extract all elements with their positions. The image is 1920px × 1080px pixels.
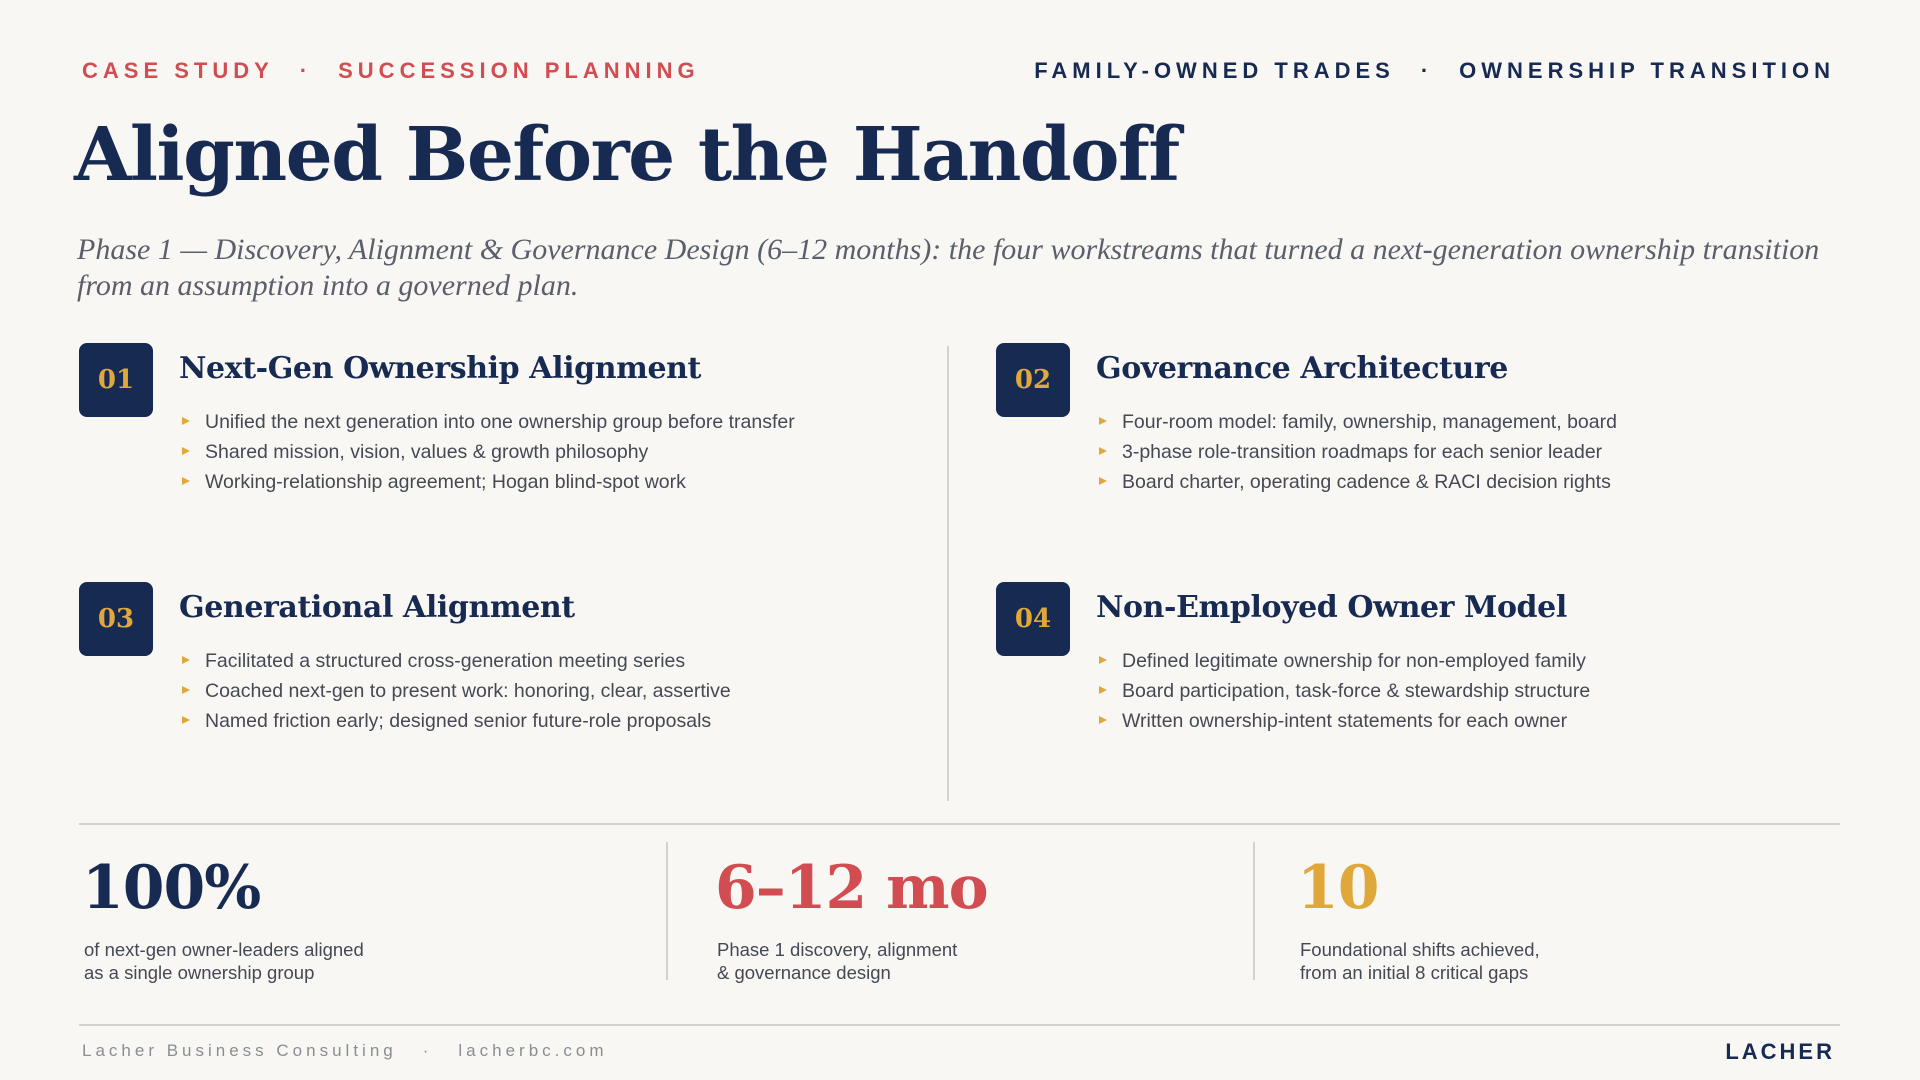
- workstream-list: [179, 407, 795, 497]
- kicker-ownership-transition: OWNERSHIP TRANSITION: [1459, 58, 1835, 83]
- list-item: [1096, 706, 1590, 736]
- list-item-text: Board charter, operating cadence & RACI decision rights: [1122, 471, 1611, 493]
- bullet-triangle-icon: [1099, 477, 1107, 485]
- footer-brand-logo: LACHER: [1725, 1039, 1835, 1064]
- list-item-text: Coached next-gen to present work: honoring, clear, assertive: [205, 680, 731, 702]
- list-item: [1096, 676, 1590, 706]
- workstream-card: [79, 582, 879, 782]
- stat-desc-line: Foundational shifts achieved,: [1300, 939, 1540, 960]
- stat-desc-line: Phase 1 discovery, alignment: [717, 939, 958, 960]
- stat-desc-duration: [717, 938, 1077, 984]
- bullet-triangle-icon: [182, 716, 190, 724]
- stat-value-duration: 6–12 mo: [715, 853, 988, 923]
- footer-website-link[interactable]: lacherbc.com: [458, 1041, 608, 1060]
- stat-desc-aligned: [84, 938, 444, 984]
- list-item-text: Named friction early; designed senior future-role proposals: [205, 710, 712, 732]
- bullet-triangle-icon: [1099, 656, 1107, 664]
- stats-divider: [79, 823, 1840, 825]
- stat-value-shifts: 10: [1297, 853, 1379, 923]
- workstream-title: Generational Alignment: [179, 590, 575, 625]
- stat-desc-line: from an initial 8 critical gaps: [1300, 962, 1529, 983]
- list-item: [1096, 407, 1617, 437]
- stat-value-aligned: 100%: [82, 853, 261, 923]
- list-item-text: Defined legitimate ownership for non-employed family: [1122, 650, 1586, 672]
- kicker-family-owned-trades: FAMILY-OWNED TRADES: [1034, 58, 1395, 83]
- footer-company: Lacher Business Consulting: [82, 1041, 397, 1060]
- list-item-text: Working-relationship agreement; Hogan blind-spot work: [205, 471, 686, 493]
- workstream-number-badge: 02: [996, 343, 1070, 417]
- bullet-triangle-icon: [182, 447, 190, 455]
- stat-desc-shifts: [1300, 938, 1660, 984]
- bullet-triangle-icon: [182, 656, 190, 664]
- workstream-number-badge: 01: [79, 343, 153, 417]
- list-item: [179, 467, 795, 497]
- kicker-left: [82, 58, 700, 84]
- bullet-triangle-icon: [182, 477, 190, 485]
- kicker-case-study: CASE STUDY: [82, 58, 274, 83]
- list-item: [179, 407, 795, 437]
- stat-desc-line: of next-gen owner-leaders aligned: [84, 939, 364, 960]
- list-item-text: Shared mission, vision, values & growth philosophy: [205, 441, 649, 463]
- stat-separator: [666, 842, 668, 980]
- workstream-number-badge: 04: [996, 582, 1070, 656]
- workstream-title: Non-Employed Owner Model: [1096, 590, 1567, 625]
- list-item: [1096, 467, 1617, 497]
- footer-divider: [79, 1024, 1840, 1026]
- stat-desc-line: & governance design: [717, 962, 891, 983]
- kicker-succession-planning: SUCCESSION PLANNING: [338, 58, 700, 83]
- column-divider: [947, 346, 949, 801]
- list-item: [1096, 646, 1590, 676]
- list-item-text: Board participation, task-force & stewardship structure: [1122, 680, 1591, 702]
- kicker-separator: ·: [299, 58, 313, 83]
- list-item: [179, 706, 731, 736]
- bullet-triangle-icon: [1099, 716, 1107, 724]
- list-item: [1096, 437, 1617, 467]
- workstream-list: [1096, 407, 1617, 497]
- page-title: Aligned Before the Handoff: [74, 112, 1179, 198]
- bullet-triangle-icon: [1099, 417, 1107, 425]
- list-item-text: Facilitated a structured cross-generation meeting series: [205, 650, 686, 672]
- list-item: [179, 676, 731, 706]
- bullet-triangle-icon: [182, 686, 190, 694]
- footer-separator: ·: [422, 1041, 433, 1060]
- stat-separator: [1253, 842, 1255, 980]
- list-item-text: Written ownership-intent statements for each owner: [1122, 710, 1568, 732]
- list-item: [179, 646, 731, 676]
- list-item-text: Unified the next generation into one ownership group before transfer: [205, 411, 795, 433]
- workstream-title: Next-Gen Ownership Alignment: [179, 351, 702, 386]
- kicker-right: [1034, 58, 1835, 84]
- list-item-text: Four-room model: family, ownership, management, board: [1122, 411, 1617, 433]
- bullet-triangle-icon: [182, 417, 190, 425]
- list-item-text: 3-phase role-transition roadmaps for each senior leader: [1122, 441, 1603, 463]
- page-subtitle: Phase 1 — Discovery, Alignment & Governance Design (6–12 months): the four workstreams that turned a next-generation ownership transition from an assumption into a governed plan.: [77, 233, 1820, 302]
- bullet-triangle-icon: [1099, 447, 1107, 455]
- workstream-title: Governance Architecture: [1096, 351, 1508, 386]
- list-item: [179, 437, 795, 467]
- workstream-list: [179, 646, 731, 736]
- bullet-triangle-icon: [1099, 686, 1107, 694]
- kicker-separator: ·: [1420, 58, 1434, 83]
- footer-credit: [82, 1041, 608, 1061]
- stat-desc-line: as a single ownership group: [84, 962, 315, 983]
- workstream-card: [996, 343, 1796, 543]
- workstream-list: [1096, 646, 1590, 736]
- workstream-number-badge: 03: [79, 582, 153, 656]
- workstream-card: [79, 343, 879, 543]
- workstream-card: [996, 582, 1796, 782]
